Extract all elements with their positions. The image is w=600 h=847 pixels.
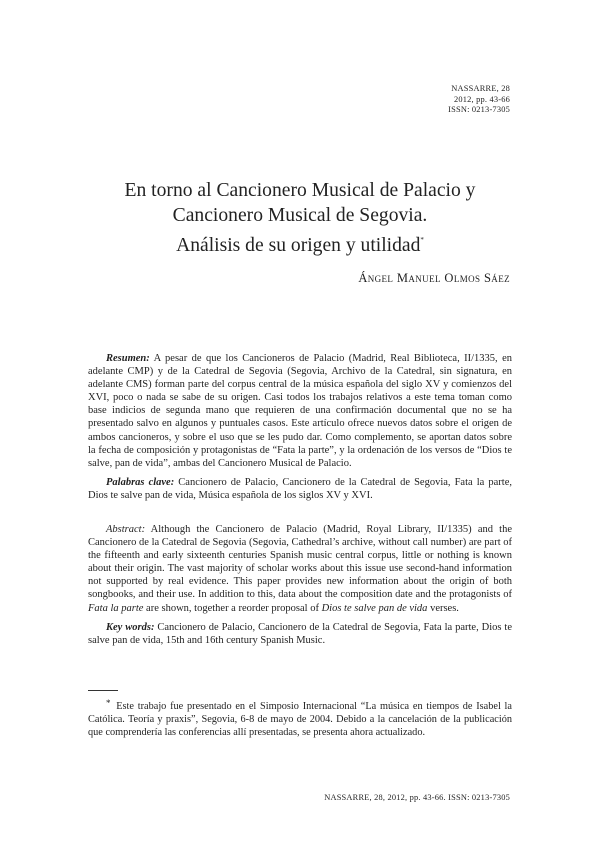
- abstract-text-3: verses.: [427, 602, 459, 614]
- abstract-label: Abstract:: [106, 524, 146, 535]
- resumen-label: Resumen:: [106, 353, 150, 364]
- title-line-1: En torno al Cancionero Musical de Palacio y: [124, 180, 476, 201]
- footnote-paragraph: [88, 697, 512, 740]
- abstract-text-1: Although the Cancionero de Palacio (Madrid, Royal Library, II/1335) and the Cancionero de la Catedral de Segovia (Segovia, Cathedral’s archive, without call number) are part of the fifteenth and early sixteenth centuries Spanish music central corpus, little or nothing is known about their origin. The vast majority of scholar works about this issue use second-hand information not supported by real evidence. This paper provides new information about the origin of both songbooks, and their use. In addition to this, data about the composition date and the protagonists of: [88, 524, 512, 601]
- resumen-paragraph: [88, 352, 512, 470]
- footnote-separator: [88, 690, 118, 691]
- title-footnote-mark: *: [420, 236, 424, 244]
- masthead-journal: NASSARRE, 28: [451, 84, 510, 93]
- palabras-clave-label: Palabras clave:: [106, 476, 175, 488]
- footnote: [88, 697, 512, 740]
- title-line-3: [60, 228, 540, 258]
- resumen-section: [88, 352, 512, 502]
- author-name: Ángel Manuel Olmos Sáez: [358, 271, 510, 285]
- key-words-paragraph: [88, 621, 512, 647]
- resumen-text: A pesar de que los Cancioneros de Palacio (Madrid, Real Biblioteca, II/1335, en adelante CMP) y de la Catedral de Segovia (Segovia, Archivo de la Catedral, sin signatura, en adelante CMS) forman parte del corpus central de la música española del siglo XV y comienzos del XVI, poco o nada se sabe de su origen. Casi todos los trabajos relativos a este tema toman como base indicios de segunda mano que requieren de una confirmación documental que no se ha presentado salvo en algunos y puntuales casos. Este artículo ofrece nuevos datos sobre el origen de ambos cancioneros, y sobre el uso que se les pudo dar. Como complemento, se aportan datos sobre la fecha de composición y protagonistas de “Fata la parte”, y la ordenación de los versos de “Dios te salve, pan de vida”, ambas del Cancionero Musical de Palacio.: [88, 353, 512, 469]
- abstract-fata-title: Fata la parte: [88, 602, 144, 614]
- palabras-clave-text: Cancionero de Palacio, Cancionero de la Catedral de Segovia, Fata la parte, Dios te salve pan de vida, Música española de los siglos XV y XVI.: [88, 476, 513, 501]
- footnote-mark: *: [106, 698, 111, 708]
- page-footer: NASSARRE, 28, 2012, pp. 43-66. ISSN: 0213-7305: [324, 793, 510, 802]
- abstract-text-2: are shown, together a reorder proposal of: [143, 602, 322, 614]
- palabras-clave-paragraph: [88, 476, 512, 502]
- footnote-text: Este trabajo fue presentado en el Simposio Internacional “La música en tiempos de Isabel la Católica. Teoría y praxis”, Segovia, 6-8 de mayo de 2004. Debido a la cancelación de la publicación que comprendería las conferencias allí presentadas, se presenta ahora actualizado.: [88, 701, 512, 739]
- masthead-pages: 2012, pp. 43-66: [453, 94, 510, 104]
- title-line-2: Cancionero Musical de Segovia.: [172, 205, 428, 226]
- journal-masthead: [448, 84, 510, 116]
- article-title: [60, 178, 540, 258]
- abstract-section: [88, 523, 512, 647]
- abstract-dios-title: Dios te salve pan de vida: [321, 602, 428, 614]
- key-words-label: Key words:: [106, 621, 155, 633]
- key-words-text: Cancionero de Palacio, Cancionero de la Catedral de Segovia, Fata la parte, Dios te salve pan de vida, 15th and 16th century Spanish Music.: [88, 621, 512, 646]
- abstract-paragraph: [88, 523, 512, 615]
- title-line-3-text: Análisis de su origen y utilidad: [176, 235, 421, 256]
- masthead-issn: ISSN: 0213-7305: [448, 105, 510, 115]
